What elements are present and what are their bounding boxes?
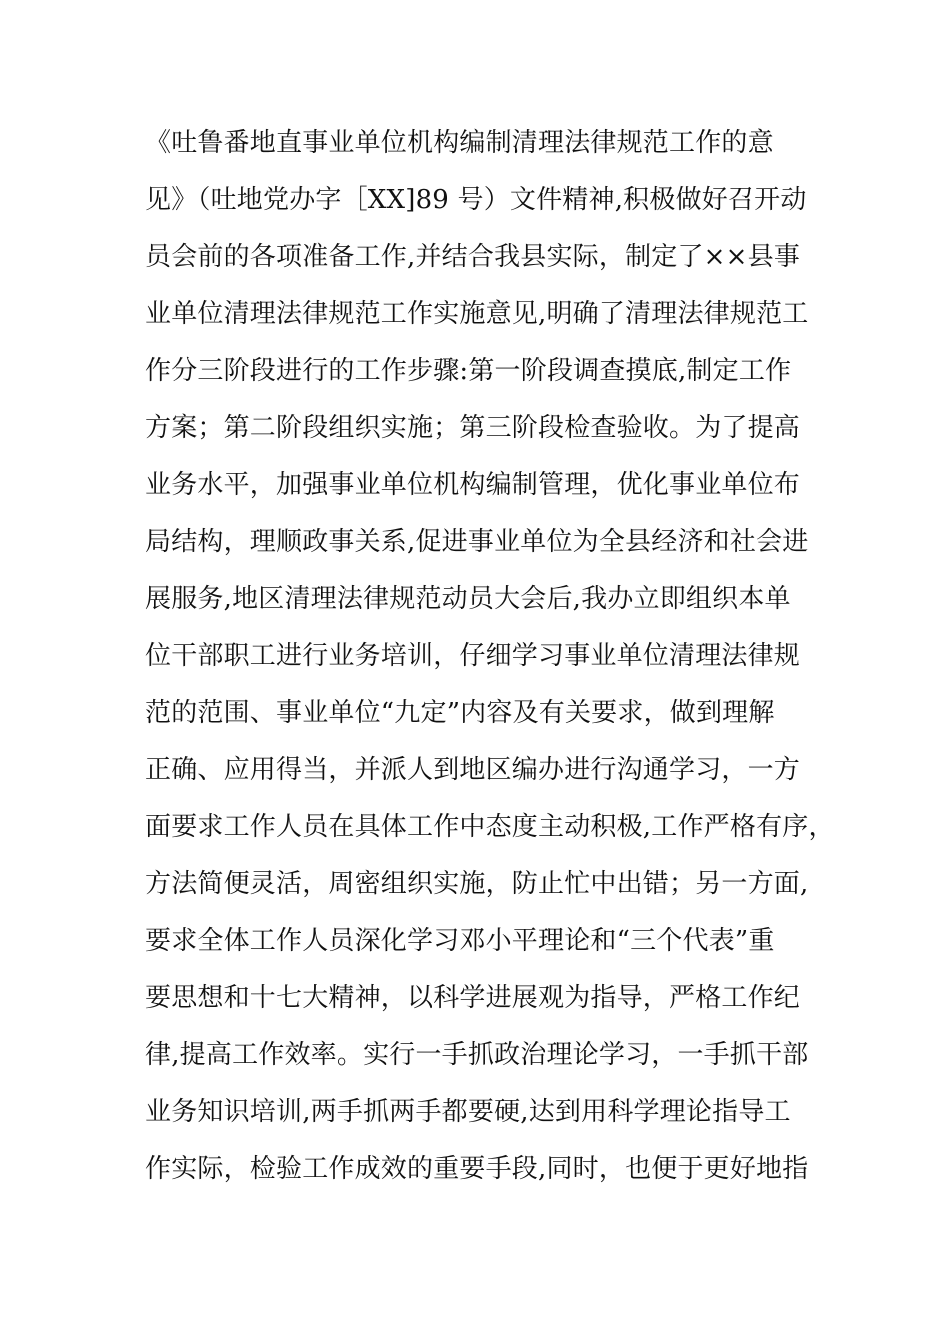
text-line-6: 方案；第二阶段组织实施；第三阶段检查验收。为了提高 <box>145 413 801 443</box>
text-line-8: 局结构，理顺政事关系,促进事业单位为全县经济和社会进 <box>145 527 809 557</box>
text-line-15: 要求全体工作人员深化学习邓小平理论和“三个代表”重 <box>145 926 775 956</box>
text-line-10: 位干部职工进行业务培训，仔细学习事业单位清理法律规 <box>145 641 801 671</box>
text-line-9: 展服务,地区清理法律规范动员大会后,我办立即组织本单 <box>145 584 791 614</box>
text-line-1: 《吐鲁番地直事业单位机构编制清理法律规范工作的意 <box>145 128 774 158</box>
text-line-13: 面要求工作人员在具体工作中态度主动积极,工作严格有序， <box>145 812 835 842</box>
body-text <box>145 128 835 1212</box>
text-line-5: 作分三阶段进行的工作步骤:第一阶段调查摸底,制定工作 <box>145 356 792 386</box>
text-line-12: 正确、应用得当，并派人到地区编办进行沟通学习，一方 <box>145 755 801 785</box>
text-line-19: 作实际，检验工作成效的重要手段,同时，也便于更好地指 <box>145 1154 809 1184</box>
text-line-3: 员会前的各项准备工作,并结合我县实际，制定了××县事 <box>145 242 801 272</box>
text-line-17: 律,提高工作效率。实行一手抓政治理论学习，一手抓干部 <box>145 1040 809 1070</box>
text-line-4: 业单位清理法律规范工作实施意见,明确了清理法律规范工 <box>145 299 809 329</box>
text-line-16: 要思想和十七大精神，以科学进展观为指导，严格工作纪 <box>145 983 801 1013</box>
text-line-14: 方法简便灵活，周密组织实施，防止忙中出错；另一方面, <box>145 869 809 899</box>
text-line-7: 业务水平，加强事业单位机构编制管理，优化事业单位布 <box>145 470 801 500</box>
text-line-2: 见》（吐地党办字［XX]89 号）文件精神,积极做好召开动 <box>145 185 807 215</box>
text-line-11: 范的范围、事业单位“九定”内容及有关要求，做到理解 <box>145 698 775 728</box>
text-line-18: 业务知识培训,两手抓两手都要硬,达到用科学理论指导工 <box>145 1097 791 1127</box>
